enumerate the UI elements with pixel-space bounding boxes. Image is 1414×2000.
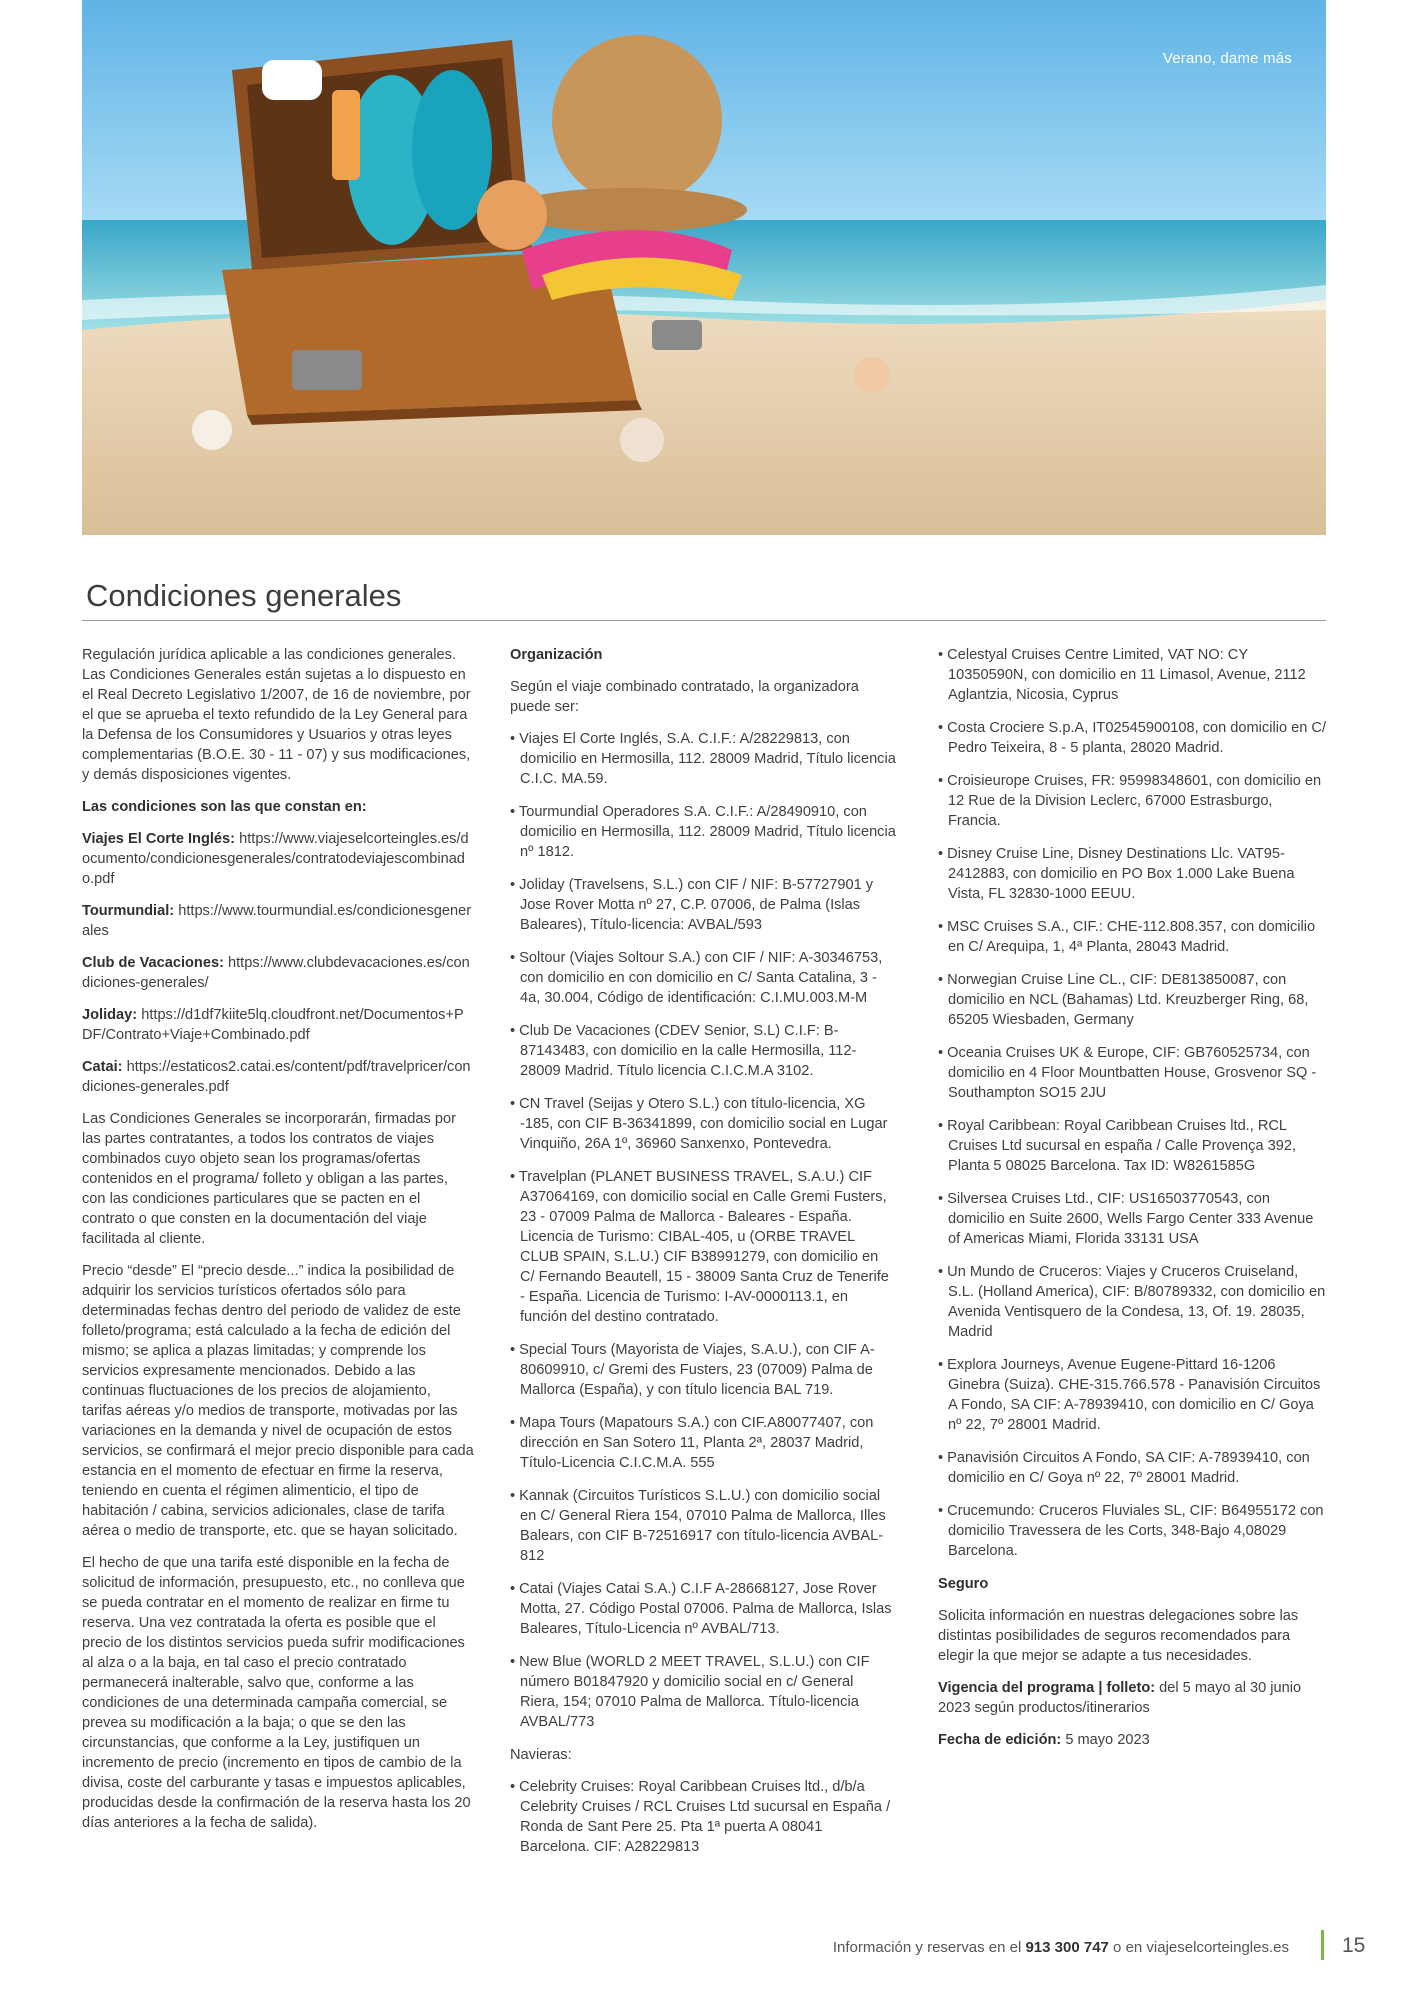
organization-heading: Organización	[510, 647, 603, 663]
incorporation-paragraph: Las Condiciones Generales se incorporarán, firmadas por las partes contratantes, a todos los contratos de viajes combinados cuyo objeto sean los programas/ofertas contenidos en el programa/ folleto y obligan a las partes, con las condiciones particulares que se pacten en el contrato o que consten en la documentación del viaje facilitada al cliente.	[82, 1111, 456, 1247]
link-label: Club de Vacaciones:	[82, 955, 224, 971]
rate-paragraph: El hecho de que una tarifa esté disponible en la fecha de solicitud de información, presupuesto, etc., no conlleva que se pueda contratar en el momento de realizar en firme tu reserva. Una vez contratada la oferta es posible que el precio de los distintos servicios pueda sufrir modificaciones al alza o a la baja, en tal caso el precio contratado permanecerá inalterable, salvo que, conforme a las condiciones de una determinada campaña comercial, se prevea su modificación a la baja; o que se den las circunstancias, que conforme a la Ley, justifiquen un incremento de precio (incremento en tipos de cambio de la divisa, coste del carburante y tasas e impuestos aplicables, producidas desde la confirmación de la reserva hasta los 20 días anteriores a la fecha de salida).	[82, 1555, 471, 1831]
list-item: • Costa Crociere S.p.A, IT02545900108, con domicilio en C/ Pedro Teixeira, 8 - 5 planta, 28020 Madrid.	[938, 718, 1326, 758]
list-item: • Explora Journeys, Avenue Eugene-Pittard 16-1206 Ginebra (Suiza). CHE-315.766.578 - Panavisión Circuitos A Fondo, SA CIF: A-78939410, con domicilio en C/ Goya nº 22, 7º 28001 Madrid.	[938, 1355, 1326, 1435]
list-item: • Celebrity Cruises: Royal Caribbean Cruises ltd., d/b/a Celebrity Cruises / RCL Cruises Ltd sucursal en España / Ronda de Sant Pere 25. Pta 1ª puerta A 08041 Barcelona. CIF: A28229813	[510, 1777, 896, 1857]
conditions-heading: Las condiciones son las que constan en:	[82, 799, 367, 815]
link-label: Joliday:	[82, 1007, 138, 1023]
column-right	[938, 645, 1326, 1762]
conditions-link[interactable]: https://d1df7kiite5lq.cloudfront.net/Documentos+PDF/Contrato+Viaje+Combinado.pdf	[82, 1007, 464, 1043]
column-left	[82, 645, 474, 1845]
link-item-viajes	[82, 829, 474, 889]
footer-suffix: o en viajeselcorteingles.es	[1108, 1939, 1289, 1956]
link-item-tourmundial	[82, 901, 474, 941]
list-item: • Panavisión Circuitos A Fondo, SA CIF: A-78939410, con domicilio en C/ Goya nº 22, 7º 28001 Madrid.	[938, 1448, 1326, 1488]
link-label: Catai:	[82, 1059, 123, 1075]
link-item-joliday	[82, 1005, 474, 1045]
list-item: • Mapa Tours (Mapatours S.A.) con CIF.A80077407, con dirección en San Sotero 11, Planta 2ª, 28037 Madrid, Título-Licencia C.I.C.M.A. 555	[510, 1413, 896, 1473]
edicion-line	[938, 1730, 1326, 1750]
price-paragraph: Precio “desde” El “precio desde...” indica la posibilidad de adquirir los servicios turísticos ofertados sólo para determinadas fechas dentro del periodo de validez de este folleto/programa; está calculado a la fecha de edición del mismo; se aplica a plazas limitadas; y comprende los servicios expresamente mencionados. Debido a las continuas fluctuaciones de los precios de alojamiento, tarifas aéreas y/o medios de transporte, motivadas por las variaciones en la demanda y nivel de ocupación de estos servicios, se confirmará el mejor precio disponible para cada estancia en el momento de efectuar en firme la reserva, teniendo en cuenta el régimen alimenticio, el tipo de habitación / cabina, servicios adicionales, clase de tarifa aérea o medio de transporte, etc. que se hayan solicitado.	[82, 1263, 474, 1539]
list-item: • Viajes El Corte Inglés, S.A. C.I.F.: A/28229813, con domicilio en Hermosilla, 112. 28009 Madrid, Título licencia C.I.C. MA.59.	[510, 729, 896, 789]
list-item: • Disney Cruise Line, Disney Destinations Llc. VAT95-2412883, con domicilio en PO Box 1.000 Lake Buena Vista, FL 32830-1000 EEUU.	[938, 844, 1326, 904]
list-item: • Club De Vacaciones (CDEV Senior, S.L) C.I.F: B-87143483, con domicilio en la calle Hermosilla, 112-28009 Madrid. Título licencia C.I.C.M.A 3102.	[510, 1021, 896, 1081]
conditions-link[interactable]: https://www.viajeselcorteingles.es/documento/condicionesgenerales/contratodeviajescombinado.pdf	[82, 831, 469, 887]
list-item: • Joliday (Travelsens, S.L.) con CIF / NIF: B-57727901 y Jose Rover Motta nº 27, C.P. 07006, de Palma (Islas Baleares), Título-licencia: AVBAL/593	[510, 875, 896, 935]
list-item: • MSC Cruises S.A., CIF.: CHE-112.808.357, con domicilio en C/ Arequipa, 1, 4ª Planta, 28043 Madrid.	[938, 917, 1326, 957]
list-item: • Tourmundial Operadores S.A. C.I.F.: A/28490910, con domicilio en Hermosilla, 112. 28009 Madrid, Título licencia nº 1812.	[510, 802, 896, 862]
hero-tagline: Verano, dame más	[1162, 50, 1292, 67]
list-item: • Crucemundo: Cruceros Fluviales SL, CIF: B64955172 con domicilio Travessera de les Corts, 348-Bajo 4,08029 Barcelona.	[938, 1501, 1326, 1561]
seguro-text: Solicita información en nuestras delegaciones sobre las distintas posibilidades de seguros recomendados para elegir la que mejor se adapte a tus necesidades.	[938, 1608, 1299, 1664]
edicion-text: 5 mayo 2023	[1061, 1732, 1150, 1748]
footer-contact	[833, 1939, 1289, 1956]
list-item: • Silversea Cruises Ltd., CIF: US16503770543, con domicilio en Suite 2600, Wells Fargo Center 333 Avenue of Americas Miami, Florida 33131 USA	[938, 1189, 1326, 1249]
intro-paragraph: Regulación jurídica aplicable a las condiciones generales. Las Condiciones Generales están sujetas a lo dispuesto en el Real Decreto Legislativo 1/2007, de 16 de noviembre, por el que se aprueba el texto refundido de la Ley General para la Defensa de los Consumidores y Usuarios y otras leyes complementarias (B.O.E. 30 - 11 - 07) y sus modificaciones, y demás disposiciones vigentes.	[82, 647, 471, 783]
navieras-list-continued	[938, 645, 1326, 1561]
footer-prefix: Información y reservas en el	[832, 1939, 1026, 1956]
footer-divider	[1321, 1930, 1324, 1960]
list-item: • Norwegian Cruise Line CL., CIF: DE813850087, con domicilio en NCL (Bahamas) Ltd. Kreuzberger Ring, 68, 65205 Wiesbaden, Germany	[938, 970, 1326, 1030]
list-item: • Special Tours (Mayorista de Viajes, S.A.U.), con CIF A-80609910, c/ Gremi des Fusters, 23 (07009) Palma de Mallorca (España), y con título licencia BAL 719.	[510, 1340, 896, 1400]
edicion-label: Fecha de edición:	[938, 1732, 1062, 1748]
list-item: • Croisieurope Cruises, FR: 95998348601, con domicilio en 12 Rue de la Division Leclerc, 67000 Estrasburgo, Francia.	[938, 771, 1326, 831]
vigencia-label: Vigencia del programa | folleto:	[938, 1680, 1156, 1696]
hero-image	[82, 0, 1326, 535]
column-middle	[510, 645, 896, 1870]
link-label: Viajes El Corte Inglés:	[82, 831, 236, 847]
list-item: • Oceania Cruises UK & Europe, CIF: GB760525734, con domicilio en 4 Floor Mountbatten House, Grosvenor SQ - Southampton SO15 2JU	[938, 1043, 1326, 1103]
navieras-list	[510, 1777, 896, 1857]
page-number: 15	[1342, 1934, 1366, 1957]
list-item: • Travelplan (PLANET BUSINESS TRAVEL, S.A.U.) CIF A37064169, con domicilio social en Calle Gremi Fusters, 23 - 07009 Palma de Mallorca - Baleares - España. Licencia de Turismo: CIBAL-405, u (ORBE TRAVEL CLUB SPAIN, S.L.U.) CIF B38991279, con domicilio en C/ Fernando Beautell, 15 - 38009 Santa Cruz de Tenerife - España. Licencia de Turismo: I-AV-0000113.1, en función del destino contratado.	[510, 1167, 896, 1327]
list-item: • Royal Caribbean: Royal Caribbean Cruises ltd., RCL Cruises Ltd sucursal en españa / Calle Provença 392, Planta 5 08025 Barcelona. Tax ID: W8261585G	[938, 1116, 1326, 1176]
footer-phone[interactable]: 913 300 747	[1025, 1939, 1109, 1956]
page-title: Condiciones generales	[86, 578, 402, 613]
list-item: • CN Travel (Seijas y Otero S.L.) con título-licencia, XG -185, con CIF B-36341899, con domicilio social en Lugar Vinquiño, 26A 1º, 36960 Sanxenxo, Pontevedra.	[510, 1094, 896, 1154]
organizer-list	[510, 729, 896, 1732]
list-item: • New Blue (WORLD 2 MEET TRAVEL, S.L.U.) con CIF número B01847920 y domicilio social en c/ General Riera, 154; 07010 Palma de Mallorca. Título-licencia AVBAL/773	[510, 1652, 896, 1732]
conditions-link[interactable]: https://www.tourmundial.es/condicionesgenerales	[82, 903, 472, 939]
title-divider	[82, 620, 1326, 621]
list-item: • Kannak (Circuitos Turísticos S.L.U.) con domicilio social en C/ General Riera 154, 07010 Palma de Mallorca, Illes Balears, con CIF B-72516917 con título-licencia AVBAL-812	[510, 1486, 896, 1566]
list-item: • Catai (Viajes Catai S.A.) C.I.F A-28668127, Jose Rover Motta, 27. Código Postal 07006. Palma de Mallorca, Islas Baleares, Título-Licencia nº AVBAL/713.	[510, 1579, 896, 1639]
list-item: • Celestyal Cruises Centre Limited, VAT NO: CY 10350590N, con domicilio en 11 Limasol, Avenue, 2112 Aglantzia, Nicosia, Cyprus	[938, 645, 1326, 705]
link-item-club	[82, 953, 474, 993]
navieras-heading: Navieras:	[510, 1747, 572, 1763]
conditions-link[interactable]: https://www.clubdevacaciones.es/condiciones-generales/	[82, 955, 470, 991]
vigencia-line	[938, 1678, 1326, 1718]
list-item: • Un Mundo de Cruceros: Viajes y Cruceros Cruiseland, S.L. (Holland America), CIF: B/80789332, con domicilio en Avenida Ventisquero de la Condesa, 13, Of. 19. 28035, Madrid	[938, 1262, 1326, 1342]
link-label: Tourmundial:	[82, 903, 175, 919]
link-item-catai	[82, 1057, 474, 1097]
seguro-heading: Seguro	[938, 1576, 989, 1592]
list-item: • Soltour (Viajes Soltour S.A.) con CIF / NIF: A-30346753, con domicilio en con domicilio en C/ Santa Catalina, 3 - 4a, 30.004, Código de identificación: C.I.MU.003.M-M	[510, 948, 896, 1008]
organization-intro: Según el viaje combinado contratado, la organizadora puede ser:	[510, 679, 859, 715]
conditions-link[interactable]: https://estaticos2.catai.es/content/pdf/travelpricer/condiciones-generales.pdf	[82, 1059, 471, 1095]
vigencia-text: del 5 mayo al 30 junio 2023 según productos/itinerarios	[938, 1680, 1302, 1716]
